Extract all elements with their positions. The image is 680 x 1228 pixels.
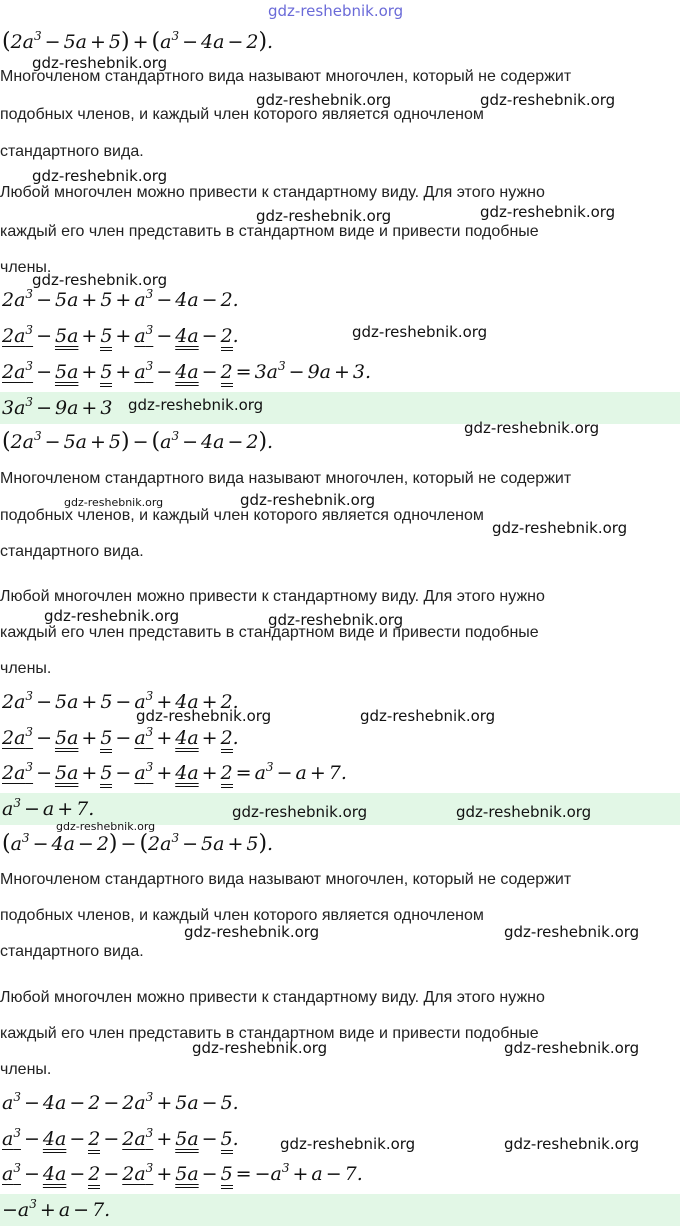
watermark: gdz-reshebnik.org (352, 323, 488, 341)
ex2-answer: $a^3 - a + 7$. (0, 793, 680, 825)
watermark: gdz-reshebnik.org (456, 803, 592, 821)
ex2-expression: $(2a^3 - 5a + 5) - (a^3 - 4a - 2)$. (2, 429, 274, 454)
watermark: gdz-reshebnik.org (64, 496, 164, 509)
ex3-step2: $a^3 - 4a - 2 - 2a^3 + 5a - 5$. (2, 1123, 239, 1155)
ex2-step3: $2a^3 - 5a + 5 - a^3 + 4a + 2 = a^3 - a + 7$. (2, 757, 347, 789)
ex3-method-line2: каждый его член представить в стандартном виде и привести подобные (0, 1025, 539, 1042)
watermark: gdz-reshebnik.org (480, 91, 616, 109)
ex1-step3: $2a^3 - 5a + 5 + a^3 - 4a - 2 = 3a^3 - 9a + 3$. (2, 356, 371, 388)
ex3-step3: $a^3 - 4a - 2 - 2a^3 + 5a - 5 = -a^3 + a - 7$. (2, 1158, 363, 1190)
watermark: gdz-reshebnik.org (232, 803, 368, 821)
ex3-method-line3: члены. (0, 1061, 52, 1078)
watermark: gdz-reshebnik.org (504, 1039, 640, 1057)
ex1-step2: $2a^3 - 5a + 5 + a^3 - 4a - 2$. (2, 320, 239, 352)
ex3-definition-line1: Многочленом стандартного вида называют многочлен, который не содержит (0, 871, 572, 888)
watermark: gdz-reshebnik.org (192, 1039, 328, 1057)
ex2-method-line1: Любой многочлен можно привести к стандартному виду. Для этого нужно (0, 588, 545, 605)
watermark: gdz-reshebnik.org (32, 271, 168, 289)
watermark: gdz-reshebnik.org (256, 91, 392, 109)
ex3-answer: $-a^3 + a - 7$. (0, 1194, 680, 1226)
ex1-answer: $3a^3 - 9a + 3$ (0, 392, 680, 424)
ex1-definition-line2: подобных членов, и каждый член которого является одночленом (0, 106, 484, 123)
watermark: gdz-reshebnik.org (504, 923, 640, 941)
ex2-step1: $2a^3 - 5a + 5 - a^3 + 4a + 2$. (2, 689, 239, 713)
ex1-definition-line1: Многочленом стандартного вида называют многочлен, который не содержит (0, 68, 572, 85)
ex1-method-line1: Любой многочлен можно привести к стандартному виду. Для этого нужно (0, 184, 545, 201)
watermark: gdz-reshebnik.org (240, 491, 376, 509)
ex2-definition-line1: Многочленом стандартного вида называют многочлен, который не содержит (0, 470, 572, 487)
watermark: gdz-reshebnik.org (280, 1135, 416, 1153)
watermark: gdz-reshebnik.org (256, 207, 392, 225)
watermark: gdz-reshebnik.org (32, 167, 168, 185)
watermark: gdz-reshebnik.org (44, 607, 180, 625)
watermark: gdz-reshebnik.org (32, 54, 168, 72)
ex3-definition-line2: подобных членов, и каждый член которого является одночленом (0, 907, 484, 924)
watermark: gdz-reshebnik.org (56, 820, 156, 833)
ex1-method-line2: каждый его член представить в стандартном виде и привести подобные (0, 223, 539, 240)
watermark: gdz-reshebnik.org (492, 519, 628, 537)
ex3-expression: $(a^3 - 4a - 2) - (2a^3 - 5a + 5)$. (2, 831, 274, 856)
ex3-step1: $a^3 - 4a - 2 - 2a^3 + 5a - 5$. (2, 1090, 239, 1114)
watermark: gdz-reshebnik.org (360, 707, 496, 725)
watermark: gdz-reshebnik.org (136, 707, 272, 725)
watermark: gdz-reshebnik.org (480, 203, 616, 221)
watermark: gdz-reshebnik.org (464, 419, 600, 437)
watermark: gdz-reshebnik.org (504, 1135, 640, 1153)
ex2-method-line3: члены. (0, 660, 52, 677)
watermark: gdz-reshebnik.org (184, 923, 320, 941)
watermark: gdz-reshebnik.org (268, 611, 404, 629)
ex3-definition-line3: стандартного вида. (0, 943, 144, 960)
ex2-step2: $2a^3 - 5a + 5 - a^3 + 4a + 2$. (2, 722, 239, 754)
ex1-method-line3: члены. (0, 259, 52, 276)
ex3-method-line1: Любой многочлен можно привести к стандартному виду. Для этого нужно (0, 989, 545, 1006)
watermark-top: gdz-reshebnik.org (268, 2, 404, 20)
ex1-step1: $2a^3 - 5a + 5 + a^3 - 4a - 2$. (2, 287, 239, 311)
ex2-definition-line3: стандартного вида. (0, 543, 144, 560)
ex1-expression: $(2a^3 - 5a + 5) + (a^3 - 4a - 2)$. (2, 29, 274, 54)
ex1-definition-line3: стандартного вида. (0, 143, 144, 160)
watermark: gdz-reshebnik.org (128, 396, 264, 414)
ex2-method-line2: каждый его член представить в стандартном виде и привести подобные (0, 624, 539, 641)
ex2-definition-line2: подобных членов, и каждый член которого является одночленом (0, 507, 484, 524)
